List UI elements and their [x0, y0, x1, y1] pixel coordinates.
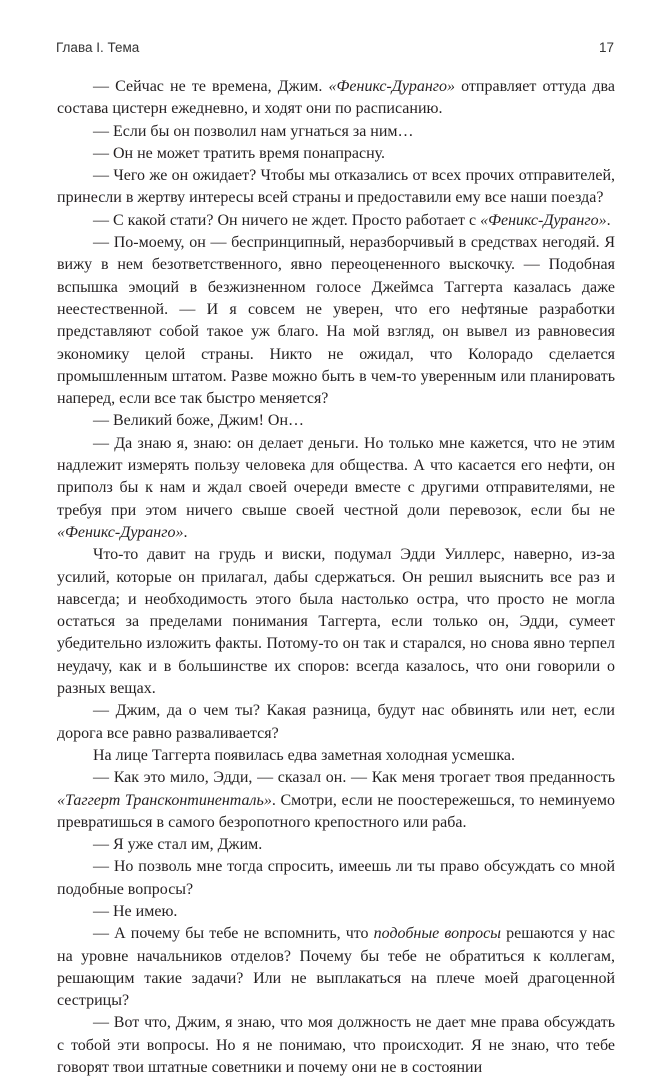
text-run: .	[606, 211, 611, 229]
italic-text: «Таггерт Трансконтиненталь»	[57, 791, 272, 809]
text-run: На лице Таггерта появилась едва заметная холодная усмешка.	[93, 746, 515, 764]
text-run: — Он не может тратить время понапрасну.	[93, 144, 386, 162]
italic-text: подобные вопросы	[373, 925, 502, 943]
paragraph	[57, 901, 615, 923]
page-number: 17	[598, 40, 614, 55]
italic-text: «Феникс-Дуранго»	[57, 523, 184, 541]
text-run: — По-моему, он — беспринципный, неразборчивый в средствах негодяй. Я вижу в нем безответственного, явно переоцененного выскочку. — Подобная вспышка эмоций в безжизненном голосе Джеймса Таггерта казалась даже неестественной. — И я совсем не уверен, что его нефтяные разработки представляют собой такое уж благо. На мой взгляд, он вывел из равновесия экономику целой страны. Никто не ожидал, что Колорадо сделается промышленным штатом. Разве можно быть в чем-то уверенным или планировать наперед, если все так быстро меняется?	[57, 234, 615, 408]
text-run: решаются у нас на уровне начальников отделов? Почему бы тебе не обратиться к коллегам, решающим такие задачи? Или не выплакаться на плече моей драгоценной сестрицы?	[57, 925, 616, 1010]
text-run: .	[183, 523, 188, 541]
paragraph	[57, 210, 615, 232]
chapter-title: Глава I. Тема	[56, 40, 140, 55]
paragraph	[57, 232, 615, 410]
text-run: — А почему бы тебе не вспомнить, что	[93, 925, 374, 943]
text-run: . Смотри, если не поостережешься, то неминуемо превратишься в самого безропотного крепостного или раба.	[57, 791, 616, 831]
paragraph	[57, 76, 615, 121]
paragraph	[57, 745, 615, 767]
italic-text: «Феникс-Дуранго»	[328, 78, 455, 95]
paragraph	[57, 700, 615, 745]
text-run: — С какой стати? Он ничего не ждет. Просто работает с	[93, 211, 481, 229]
paragraph	[57, 767, 615, 834]
paragraph	[57, 1012, 615, 1079]
text-run: — Джим, да о чем ты? Какая разница, будут нас обвинять или нет, если дорога все равно разваливается?	[57, 702, 615, 742]
running-header	[56, 40, 614, 62]
text-run: — Чего же он ожидает? Чтобы мы отказались от всех прочих отправителей, принесли в жертву интересы всей страны и предоставили ему все наши поезда?	[57, 167, 615, 207]
text-run: — Я уже стал им, Джим.	[93, 836, 263, 854]
text-run: — Если бы он позволил нам угнаться за ним…	[93, 122, 414, 140]
text-run: — Не имею.	[93, 902, 178, 920]
body-text	[57, 76, 615, 1079]
text-run: — Вот что, Джим, я знаю, что моя должность не дает мне права обсуждать с тобой эти вопросы. Но я не понимаю, что происходит. Я не знаю, что тебе говорят твои штатные советники и почему они не в состоянии	[57, 1014, 615, 1077]
paragraph	[57, 834, 615, 856]
text-run: Что-то давит на грудь и виски, подумал Эдди Уиллерс, наверно, из-за усилий, которые он прилагал, дабы сдержаться. Он решил выяснить все раз и навсегда; и необходимость этого была настолько остра, что просто не могла остаться за пределами понимания Таггерта, если только он, Эдди, сумеет убедительно изложить факты. Потому-то он так и старался, но снова явно терпел неудачу, как и в большинстве их споров: всегда казалось, что они говорили о разных вещах.	[57, 546, 615, 698]
paragraph	[57, 544, 615, 700]
text-run: — Как это мило, Эдди, — сказал он. — Как меня трогает твоя преданность	[93, 769, 615, 787]
paragraph	[57, 856, 615, 901]
paragraph	[57, 143, 615, 165]
paragraph	[57, 121, 615, 143]
paragraph	[57, 165, 615, 210]
italic-text: «Феникс-Дуранго»	[480, 211, 607, 229]
paragraph	[57, 923, 615, 1012]
paragraph	[57, 410, 615, 432]
text-run: — Но позволь мне тогда спросить, имеешь ли ты право обсуждать со мной подобные вопросы?	[57, 858, 615, 898]
text-run: — Да знаю я, знаю: он делает деньги. Но только мне кажется, что не этим надлежит измерять пользу человека для общества. А что касается его нефти, он приполз бы к нам и ждал своей очереди вместе с другими отправителями, не требуя при этом ничего свыше своей честной доли перевозок, если бы не	[57, 434, 615, 519]
text-run: отправляет оттуда два состава цистерн ежедневно, и ходят они по расписанию.	[57, 78, 616, 118]
text-run: — Великий боже, Джим! Он…	[93, 412, 305, 430]
paragraph	[57, 433, 615, 544]
text-run: — Сейчас не те времена, Джим.	[93, 78, 329, 95]
